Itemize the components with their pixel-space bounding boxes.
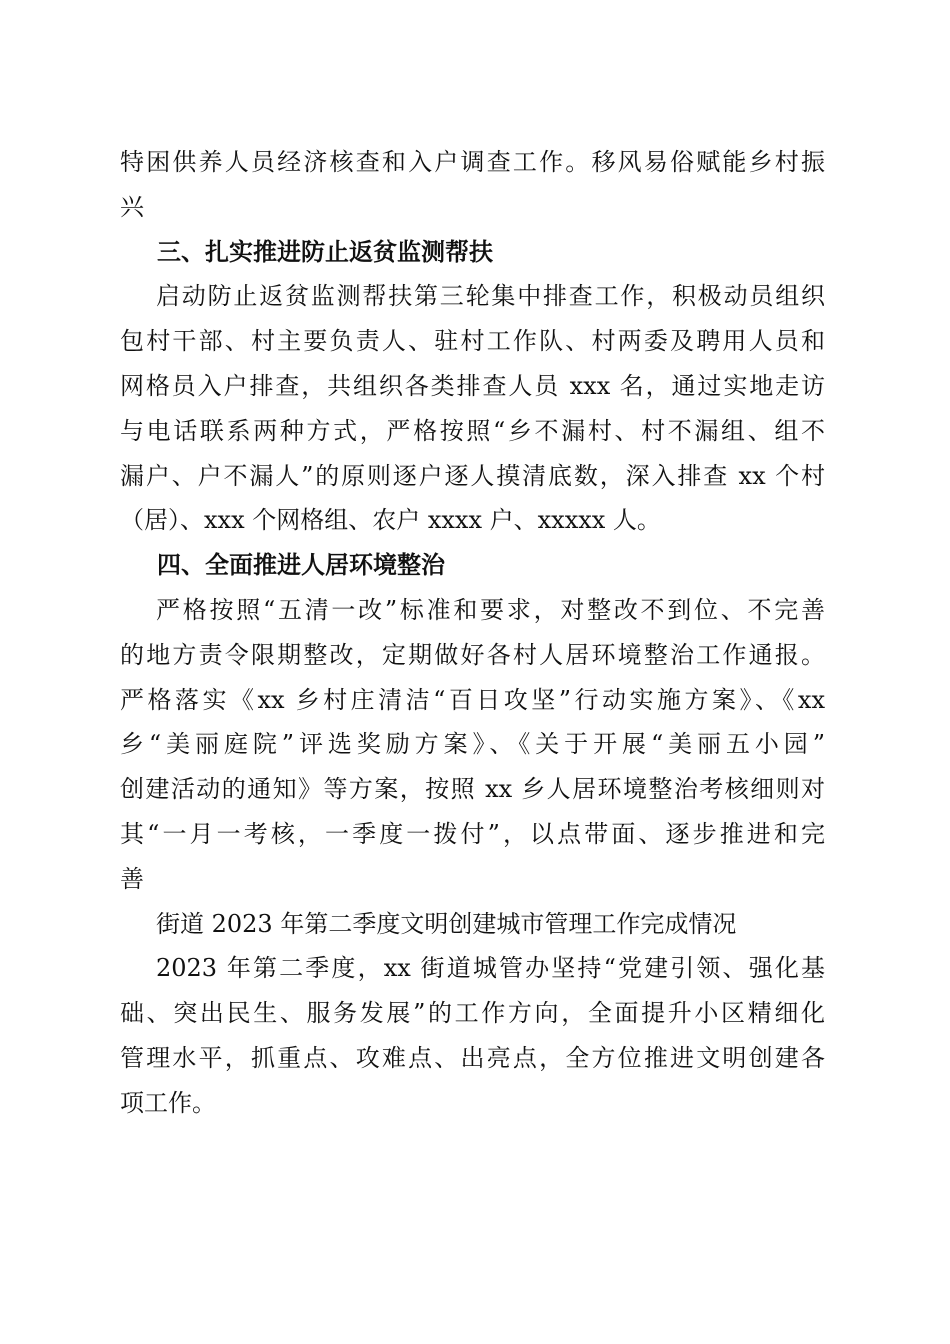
paragraph-line: 网格员入户排查，共组织各类排查人员 xxx 名，通过实地走访 xyxy=(120,371,825,400)
paragraph-line: 特困供养人员经济核查和入户调查工作。移风易俗赋能乡村振 xyxy=(120,148,825,176)
document-body xyxy=(120,140,825,1126)
paragraph-line: 项工作。 xyxy=(120,1088,216,1117)
paragraph-line: 启动防止返贫监测帮扶第三轮集中排查工作，积极动员组织 xyxy=(156,282,825,311)
paragraph-line: 兴 xyxy=(120,192,144,221)
report-title-line: 街道 2023 年第二季度文明创建城市管理工作完成情况 xyxy=(156,909,737,938)
paragraph-line: 创建活动的通知》等方案，按照 xx 乡人居环境整治考核细则对 xyxy=(120,775,825,804)
paragraph-line: 包村干部、村主要负责人、驻村工作队、村两委及聘用人员和 xyxy=(120,327,825,356)
paragraph-quarterly-report xyxy=(120,946,825,1125)
paragraph-line: （居）、xxx 个网格组、农户 xxxx 户、xxxxx 人。 xyxy=(120,506,661,535)
section-heading-4: 四、全面推进人居环境整治 xyxy=(157,551,445,580)
paragraph-line: 漏户、户不漏人”的原则逐户逐人摸清底数，深入排查 xx 个村 xyxy=(120,461,825,490)
paragraph-line: 础、突出民生、服务发展”的工作方向，全面提升小区精细化 xyxy=(120,999,825,1028)
section-heading-3: 三、扎实推进防止返贫监测帮扶 xyxy=(157,237,493,266)
paragraph-line: 善 xyxy=(120,864,144,893)
paragraph-line: 与电话联系两种方式，严格按照“乡不漏村、村不漏组、组不 xyxy=(120,416,825,445)
paragraph-line: 严格按照“五清一改”标准和要求，对整改不到位、不完善 xyxy=(156,595,825,624)
paragraph-continuation xyxy=(120,140,825,230)
paragraph-line: 其“一月一考核，一季度一拨付”，以点带面、逐步推进和完 xyxy=(120,819,825,848)
paragraph-line: 管理水平，抓重点、攻难点、出亮点，全方位推进文明创建各 xyxy=(120,1043,825,1072)
paragraph-environment xyxy=(120,588,825,902)
paragraph-line: 的地方责令限期整改，定期做好各村人居环境整治工作通报。 xyxy=(120,640,825,669)
paragraph-line: 严格落实《xx 乡村庄清洁“百日攻坚”行动实施方案》、《xx xyxy=(120,685,825,714)
paragraph-line: 2023 年第二季度，xx 街道城管办坚持“党建引领、强化基 xyxy=(156,954,825,983)
paragraph-monitoring xyxy=(120,274,825,543)
paragraph-line: 乡“美丽庭院”评选奖励方案》、《关于开展“美丽五小园” xyxy=(120,730,825,759)
